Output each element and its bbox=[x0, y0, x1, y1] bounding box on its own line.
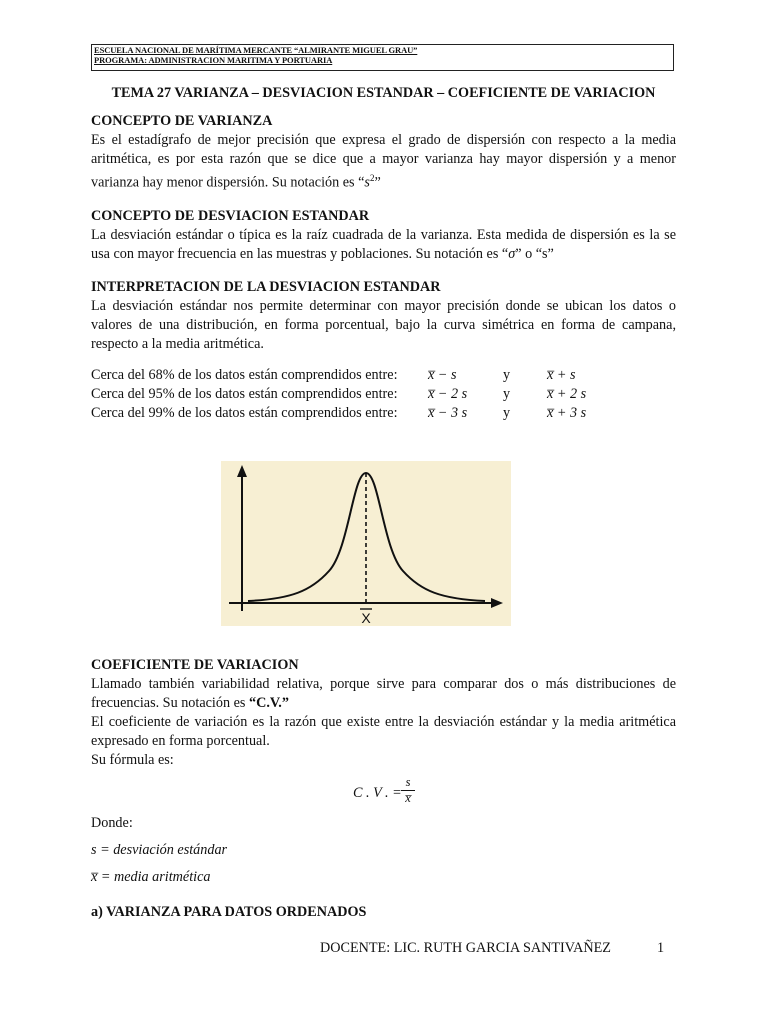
y-axis-arrow bbox=[237, 465, 247, 477]
range-row: Cerca del 99% de los datos están comprendidos entre: x̅ − 3 s y x̅ + 3 s bbox=[91, 404, 587, 421]
school-name: ESCUELA NACIONAL DE MARÍTIMA MERCANTE “ALMIRANTE MIGUEL GRAU” bbox=[94, 45, 418, 55]
varianza-paragraph: Es el estadígrafo de mejor precisión que expresa el grado de dispersión con respecto a la media aritmética, es por esta razón que se dice que a mayor varianza hay mayor dispersión y a menor varianza hay menor dispersión. Su notación es “$s^2$” bbox=[91, 132, 676, 191]
formula-fraction bbox=[401, 776, 415, 805]
coeficiente-paragraph-1: Llamado también variabilidad relativa, porque sirve para comparar dos o más distribuciones de frecuencias. Su notación es “C.V.” bbox=[91, 676, 676, 711]
desviacion-paragraph: La desviación estándar o típica es la raíz cuadrada de la varianza. Esta medida de dispersión es la se usa con mayor frecuencia en las muestras y poblaciones. Su notación es “σ” o “s” bbox=[91, 226, 676, 262]
sigma-symbol: σ bbox=[508, 245, 516, 262]
page-footer bbox=[320, 940, 670, 957]
cv-notation: “C.V.” bbox=[248, 695, 289, 711]
program-name: PROGRAMA: ADMINISTRACION MARITIMA Y PORTUARIA bbox=[94, 55, 333, 65]
range-high: x̅ + 3 s bbox=[547, 404, 587, 421]
header-box bbox=[91, 44, 674, 71]
interpretacion-paragraph: La desviación estándar nos permite determinar con mayor precisión donde se ubican los datos o valores de una distribución, en forma porcentual, bajo la curva simétrica en forma de campana, respecto a la media aritmética. bbox=[91, 297, 676, 352]
ranges-list bbox=[91, 366, 676, 423]
x-axis-arrow bbox=[491, 598, 503, 608]
page-title: TEMA 27 VARIANZA – DESVIACION ESTANDAR – COEFICIENTE DE VARIACION bbox=[111, 85, 656, 101]
range-high: x̅ + s bbox=[547, 366, 576, 383]
desviacion-heading: CONCEPTO DE DESVIACION ESTANDAR bbox=[91, 207, 370, 224]
docente-label: DOCENTE: LIC. RUTH GARCIA SANTIVAÑEZ bbox=[320, 940, 611, 956]
range-low: x̅ − s bbox=[428, 366, 457, 383]
varianza-notation: s bbox=[364, 174, 370, 191]
varianza-notation-sup: 2 bbox=[369, 173, 375, 183]
page-number: 1 bbox=[657, 940, 665, 956]
definition-x: x̅ = media aritmética bbox=[91, 869, 211, 885]
range-low: x̅ − 2 s bbox=[428, 385, 468, 402]
formula-numerator: s bbox=[405, 775, 411, 789]
range-row: Cerca del 68% de los datos están comprendidos entre: x̅ − s y x̅ + s bbox=[91, 366, 576, 383]
varianza-heading: CONCEPTO DE VARIANZA bbox=[91, 113, 273, 129]
interpretacion-heading: INTERPRETACION DE LA DESVIACION ESTANDAR bbox=[91, 278, 441, 295]
coeficiente-section bbox=[91, 656, 676, 922]
formula-denominator: x̅ bbox=[405, 791, 411, 805]
definition-s: s = desviación estándar bbox=[91, 842, 228, 858]
next-section-heading: a) VARIANZA PARA DATOS ORDENADOS bbox=[91, 904, 367, 920]
coeficiente-paragraph-2: El coeficiente de variación es la razón que existe entre la desviación estándar y la media aritmética expresado en forma porcentual. bbox=[91, 714, 676, 749]
bell-curve-svg bbox=[221, 461, 511, 626]
formula-lhs: C . V . = bbox=[353, 785, 402, 801]
donde-label: Donde: bbox=[91, 815, 133, 831]
coeficiente-heading: COEFICIENTE DE VARIACION bbox=[91, 657, 299, 673]
formula-intro: Su fórmula es: bbox=[91, 752, 174, 768]
range-row: Cerca del 95% de los datos están comprendidos entre: x̅ − 2 s y x̅ + 2 s bbox=[91, 385, 587, 402]
mean-label: X bbox=[361, 610, 371, 626]
range-high: x̅ + 2 s bbox=[547, 385, 587, 402]
main-content bbox=[91, 85, 676, 423]
cv-formula bbox=[91, 776, 676, 806]
bell-curve-figure bbox=[221, 461, 511, 626]
range-low: x̅ − 3 s bbox=[428, 404, 468, 421]
